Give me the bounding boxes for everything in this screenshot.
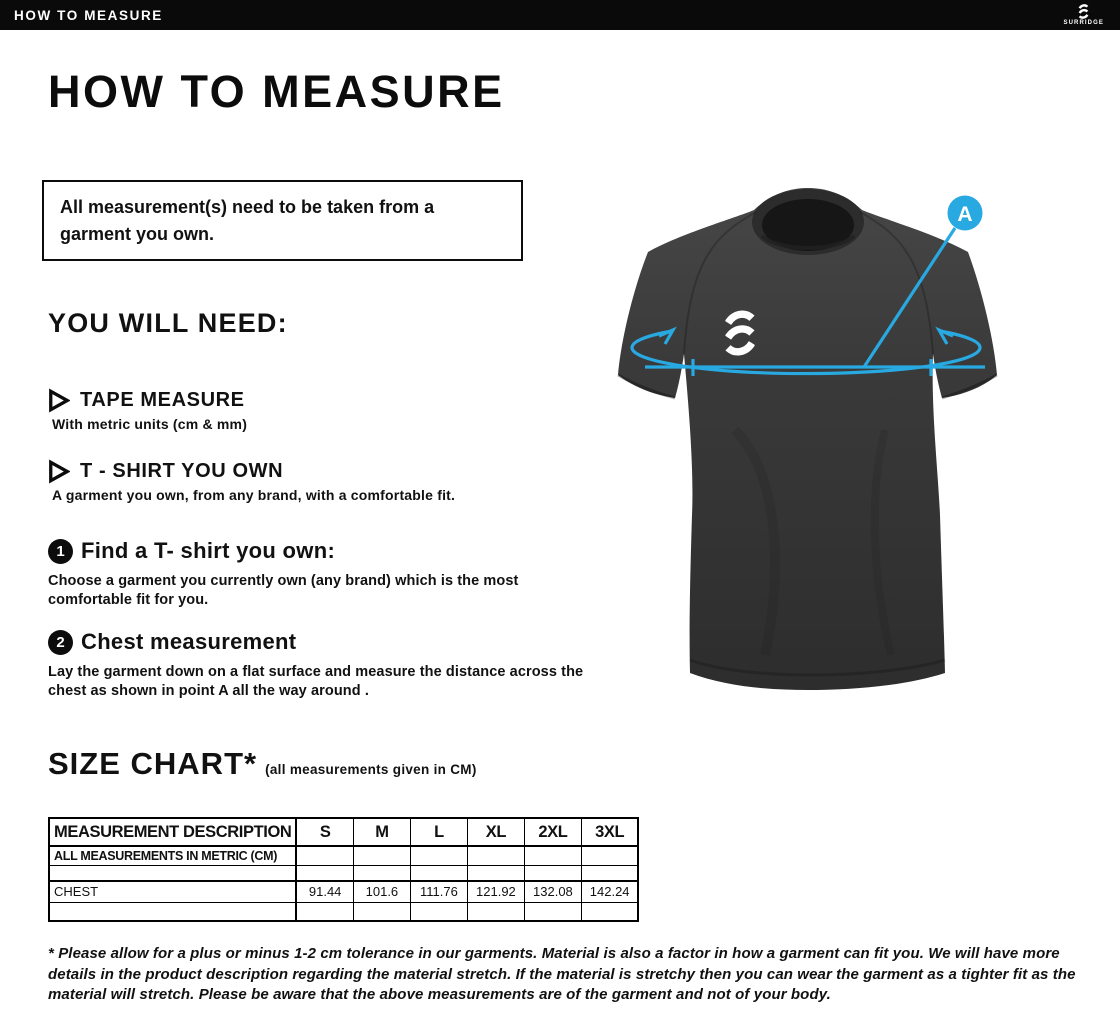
- step-title: Chest measurement: [81, 629, 297, 654]
- need-item-description: A garment you own, from any brand, with a comfortable fit.: [52, 487, 456, 503]
- column-header: M: [353, 818, 410, 846]
- triangle-bullet-icon: [48, 388, 70, 413]
- tshirt-measurement-diagram: [585, 140, 1030, 720]
- top-bar: [0, 0, 1120, 30]
- size-chart-subtitle: (all measurements given in CM): [265, 762, 477, 777]
- size-cell: [353, 846, 410, 865]
- step-number-badge: 1: [48, 539, 73, 564]
- step-1: [48, 538, 560, 610]
- note-box: [42, 180, 523, 261]
- step-description: Lay the garment down on a flat surface and measure the distance across the chest as shown in point A all the way around .: [48, 664, 584, 700]
- size-cell: [296, 902, 353, 921]
- need-item-tape-measure: [48, 388, 247, 432]
- table-row: [49, 865, 638, 881]
- step-2: [48, 629, 606, 701]
- point-a-label: A: [957, 203, 973, 226]
- size-cell: [581, 846, 638, 865]
- size-cell: 111.76: [410, 881, 467, 902]
- size-cell: [467, 865, 524, 881]
- need-item-tshirt: [48, 459, 455, 503]
- size-cell: [296, 846, 353, 865]
- step-description: Choose a garment you currently own (any brand) which is the most comfortable fit for you.: [48, 573, 519, 609]
- size-cell: [353, 865, 410, 881]
- surridge-s-icon: [1077, 4, 1090, 19]
- size-cell: [524, 846, 581, 865]
- size-cell: 101.6: [353, 881, 410, 902]
- size-cell: 132.08: [524, 881, 581, 902]
- size-cell: [467, 846, 524, 865]
- size-chart-table: [48, 817, 639, 922]
- column-header: L: [410, 818, 467, 846]
- size-cell: 91.44: [296, 881, 353, 902]
- step-title: Find a T- shirt you own:: [81, 538, 336, 563]
- need-item-title: TAPE MEASURE: [80, 389, 245, 411]
- surridge-logo: [1064, 4, 1104, 26]
- tolerance-footnote: * Please allow for a plus or minus 1-2 cm tolerance in our garments. Material is also a factor in how a garment can fit you. We will have more details in the product description regarding the material stretch. If the material is stretchy then you can wear the garment as a tighter fit as the material will stretch. Please be aware that the above measurements are of the garment and not of your body.: [48, 945, 1076, 1004]
- size-cell: 142.24: [581, 881, 638, 902]
- row-label: CHEST: [49, 881, 296, 902]
- column-header: MEASUREMENT DESCRIPTION: [49, 818, 296, 846]
- table-row: [49, 846, 638, 865]
- table-row: [49, 902, 638, 921]
- column-header: 2XL: [524, 818, 581, 846]
- row-label: ALL MEASUREMENTS IN METRIC (CM): [49, 846, 296, 865]
- size-cell: [524, 902, 581, 921]
- note-text: All measurement(s) need to be taken from a garment you own.: [60, 196, 435, 244]
- page-title: HOW TO MEASURE: [48, 66, 505, 117]
- row-label: [49, 902, 296, 921]
- size-cell: [296, 865, 353, 881]
- row-label: [49, 865, 296, 881]
- triangle-bullet-icon: [48, 459, 70, 484]
- column-header: 3XL: [581, 818, 638, 846]
- size-chart-heading-row: [48, 746, 477, 782]
- size-cell: [581, 902, 638, 921]
- tshirt-image: [618, 188, 997, 690]
- size-cell: [353, 902, 410, 921]
- column-header: S: [296, 818, 353, 846]
- topbar-title: HOW TO MEASURE: [14, 7, 163, 23]
- size-chart-title: SIZE CHART*: [48, 746, 258, 781]
- table-row-chest: [49, 881, 638, 902]
- need-item-description: With metric units (cm & mm): [52, 416, 248, 432]
- size-cell: [581, 865, 638, 881]
- need-item-title: T - SHIRT YOU OWN: [80, 460, 284, 482]
- column-header: XL: [467, 818, 524, 846]
- size-chart-header-row: [49, 818, 638, 846]
- size-cell: [467, 902, 524, 921]
- size-cell: [410, 846, 467, 865]
- size-cell: [410, 902, 467, 921]
- step-number-badge: 2: [48, 630, 73, 655]
- you-will-need-heading: YOU WILL NEED:: [48, 308, 288, 338]
- size-cell: 121.92: [467, 881, 524, 902]
- size-cell: [410, 865, 467, 881]
- size-cell: [524, 865, 581, 881]
- point-a-badge: [948, 196, 983, 231]
- brand-name: SURRIDGE: [1063, 20, 1104, 26]
